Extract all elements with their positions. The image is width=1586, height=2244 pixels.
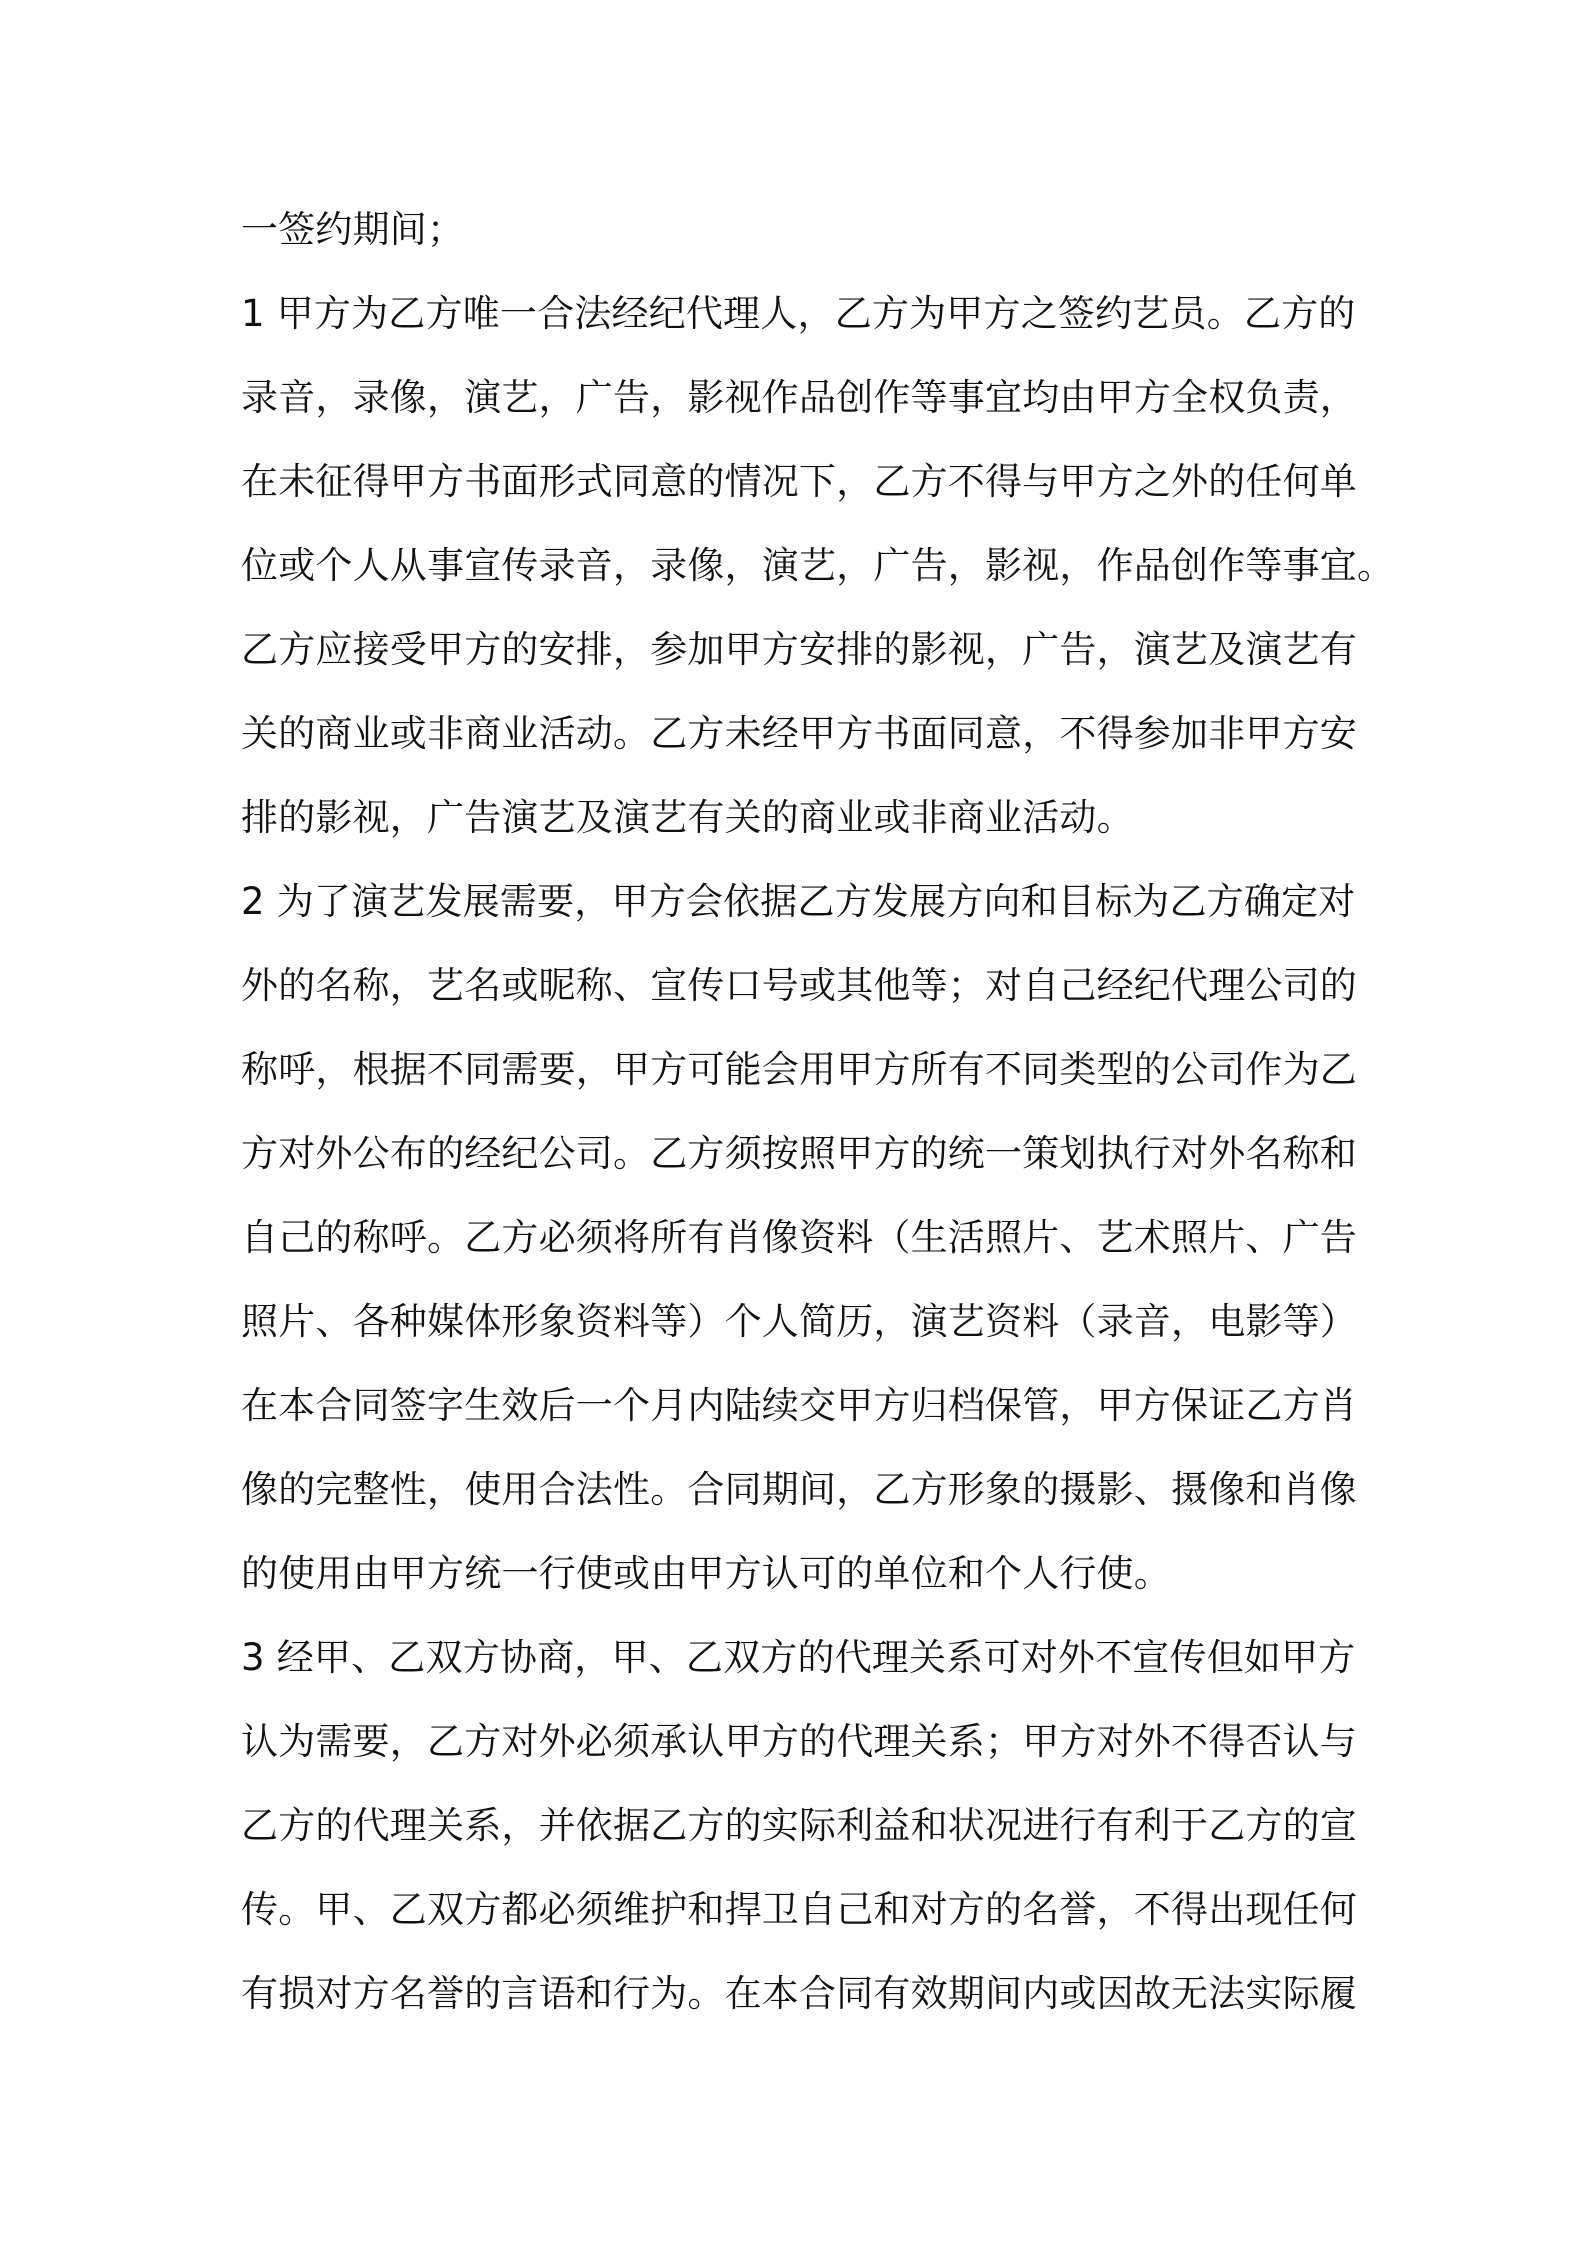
text-line: 1 甲方为乙方唯一合法经纪代理人，乙方为甲方之签约艺员。乙方的 [241, 292, 1356, 335]
text-line: 2 为了演艺发展需要，甲方会依据乙方发展方向和目标为乙方确定对 [241, 880, 1356, 923]
text-line: 方对外公布的经纪公司。乙方须按照甲方的统一策划执行对外名称和 [241, 1132, 1357, 1175]
text-line: 有损对方名誉的言语和行为。在本合同有效期间内或因故无法实际履 [241, 1972, 1357, 2015]
text-line: 3 经甲、乙双方协商，甲、乙双方的代理关系可对外不宣传但如甲方 [241, 1636, 1356, 1679]
text-line: 称呼，根据不同需要，甲方可能会用甲方所有不同类型的公司作为乙 [241, 1048, 1357, 1091]
text-line: 外的名称，艺名或昵称、宣传口号或其他等；对自己经纪代理公司的 [241, 964, 1357, 1007]
text-line: 乙方应接受甲方的安排，参加甲方安排的影视，广告，演艺及演艺有 [241, 628, 1357, 671]
text-line: 像的完整性，使用合法性。合同期间，乙方形象的摄影、摄像和肖像 [241, 1468, 1357, 1511]
text-line: 传。甲、乙双方都必须维护和捍卫自己和对方的名誉，不得出现任何 [241, 1888, 1357, 1931]
text-line: 的使用由甲方统一行使或由甲方认可的单位和个人行使。 [241, 1552, 1171, 1595]
text-line: 排的影视，广告演艺及演艺有关的商业或非商业活动。 [241, 796, 1134, 839]
text-line: 关的商业或非商业活动。乙方未经甲方书面同意，不得参加非甲方安 [241, 712, 1357, 755]
text-line: 位或个人从事宣传录音，录像，演艺，广告，影视，作品创作等事宜。 [241, 544, 1395, 587]
contract-text [241, 198, 1395, 2046]
text-line: 在本合同签字生效后一个月内陆续交甲方归档保管，甲方保证乙方肖 [241, 1384, 1357, 1427]
text-line: 照片、各种媒体形象资料等）个人简历，演艺资料（录音，电影等） [241, 1300, 1357, 1343]
text-line: 在未征得甲方书面形式同意的情况下，乙方不得与甲方之外的任何单 [241, 460, 1357, 503]
text-line: 录音，录像，演艺，广告，影视作品创作等事宜均由甲方全权负责， [241, 376, 1357, 419]
text-line: 乙方的代理关系，并依据乙方的实际利益和状况进行有利于乙方的宣 [241, 1804, 1357, 1847]
text-line: 认为需要，乙方对外必须承认甲方的代理关系；甲方对外不得否认与 [241, 1720, 1357, 1763]
text-line: 一签约期间； [241, 208, 465, 251]
text-line: 自己的称呼。乙方必须将所有肖像资料（生活照片、艺术照片、广告 [241, 1216, 1357, 1259]
